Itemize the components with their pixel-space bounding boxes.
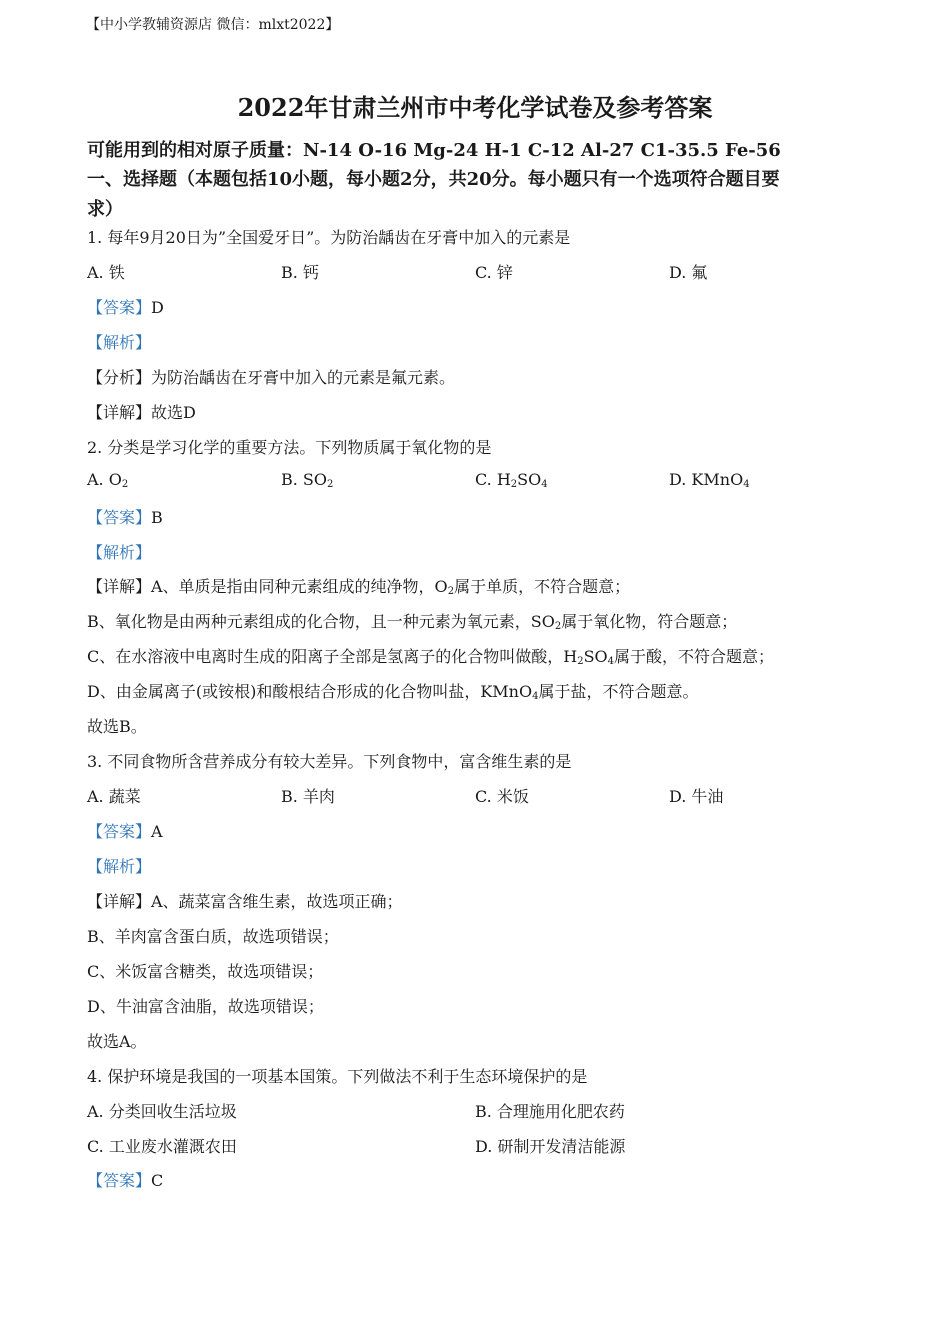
page-header: 【中小学教辅资源店 微信：mlxt2022】	[86, 17, 340, 33]
q2-answer	[87, 505, 163, 528]
answer-tag: 【答案】	[87, 298, 152, 317]
q2-explain-4: D、由金属离子(或铵根)和酸根结合形成的化合物叫盐，KMnO$_4$属于盐，不符合题意。	[87, 682, 699, 702]
question-2-stem: 2. 分类是学习化学的重要方法。下列物质属于氧化物的是	[87, 438, 492, 457]
section-heading: 一、选择题（本题包括10小题，每小题2分，共20分。每小题只有一个选项符合题目要	[87, 169, 780, 190]
q3-analysis-tag: 【解析】	[87, 857, 152, 876]
q3-option-a: A. 蔬菜	[87, 787, 141, 806]
q4-option-c: C. 工业废水灌溉农田	[87, 1137, 237, 1156]
q1-option-c: C. 锌	[475, 263, 513, 282]
q2-explain-2: B、氧化物是由两种元素组成的化合物，且一种元素为氧元素，$SO_2$属于氧化物，符合题意；	[87, 612, 738, 632]
q2-option-d: D. KMnO$_4$	[669, 470, 750, 490]
q4-answer	[87, 1168, 163, 1191]
q2-explain-1: 【详解】A、单质是指由同种元素组成的纯净物，$O_2$属于单质，不符合题意；	[87, 577, 631, 597]
q2-analysis-tag: 【解析】	[87, 543, 152, 562]
q3-explain-2: B、羊肉富含蛋白质，故选项错误；	[87, 927, 339, 946]
q1-analysis-tag: 【解析】	[87, 333, 152, 352]
q4-option-a: A. 分类回收生活垃圾	[87, 1102, 237, 1121]
q2-option-b: B. $SO_2$	[281, 470, 334, 490]
q2-answer-value: B	[151, 508, 163, 527]
q1-answer	[87, 295, 164, 318]
q3-explain-1: 【详解】A、蔬菜富含维生素，故选项正确；	[87, 892, 403, 911]
q3-explain-4: D、牛油富含油脂，故选项错误；	[87, 997, 324, 1016]
answer-tag: 【答案】	[87, 822, 152, 841]
q3-option-d: D. 牛油	[669, 787, 724, 806]
q4-answer-value: C	[151, 1171, 164, 1190]
q3-answer	[87, 819, 163, 842]
q1-option-d: D. 氟	[669, 263, 708, 282]
q3-explain-3: C、米饭富含糖类，故选项错误；	[87, 962, 324, 981]
question-3-stem: 3. 不同食物所含营养成分有较大差异。下列食物中，富含维生素的是	[87, 752, 572, 771]
q1-option-b: B. 钙	[281, 263, 319, 282]
q4-option-b: B. 合理施用化肥农药	[475, 1102, 625, 1121]
q2-option-c: C. $H_2SO_4$	[475, 470, 548, 490]
q2-conclusion: 故选B。	[87, 717, 147, 736]
q1-xiangjie: 【详解】故选D	[87, 403, 196, 422]
q4-option-d: D. 研制开发清洁能源	[475, 1137, 626, 1156]
q1-fenxi: 【分析】为防治龋齿在牙膏中加入的元素是氟元素。	[87, 368, 456, 387]
question-1-stem: 1. 每年9月20日为”全国爱牙日”。为防治龋齿在牙膏中加入的元素是	[87, 228, 571, 247]
atomic-masses: 可能用到的相对原子质量：N-14 O-16 Mg-24 H-1 C-12 Al-27 C1-35.5 Fe-56	[87, 140, 781, 161]
page-title: 2022年甘肃兰州市中考化学试卷及参考答案	[237, 93, 713, 122]
q3-conclusion: 故选A。	[87, 1032, 147, 1051]
q3-answer-value: A	[151, 822, 163, 841]
answer-tag: 【答案】	[87, 508, 152, 527]
q3-option-b: B. 羊肉	[281, 787, 335, 806]
section-heading-cont: 求）	[87, 199, 123, 220]
q1-option-a: A. 铁	[87, 263, 125, 282]
q3-option-c: C. 米饭	[475, 787, 529, 806]
q2-explain-3: C、在水溶液中电离时生成的阳离子全部是氢离子的化合物叫做酸，$H_2SO_4$属于酸，不符合题意；	[87, 647, 775, 667]
q1-answer-value: D	[151, 298, 164, 317]
question-4-stem: 4. 保护环境是我国的一项基本国策。下列做法不利于生态环境保护的是	[87, 1067, 588, 1086]
q2-option-a: A. $O_2$	[87, 470, 129, 490]
answer-tag: 【答案】	[87, 1171, 152, 1190]
